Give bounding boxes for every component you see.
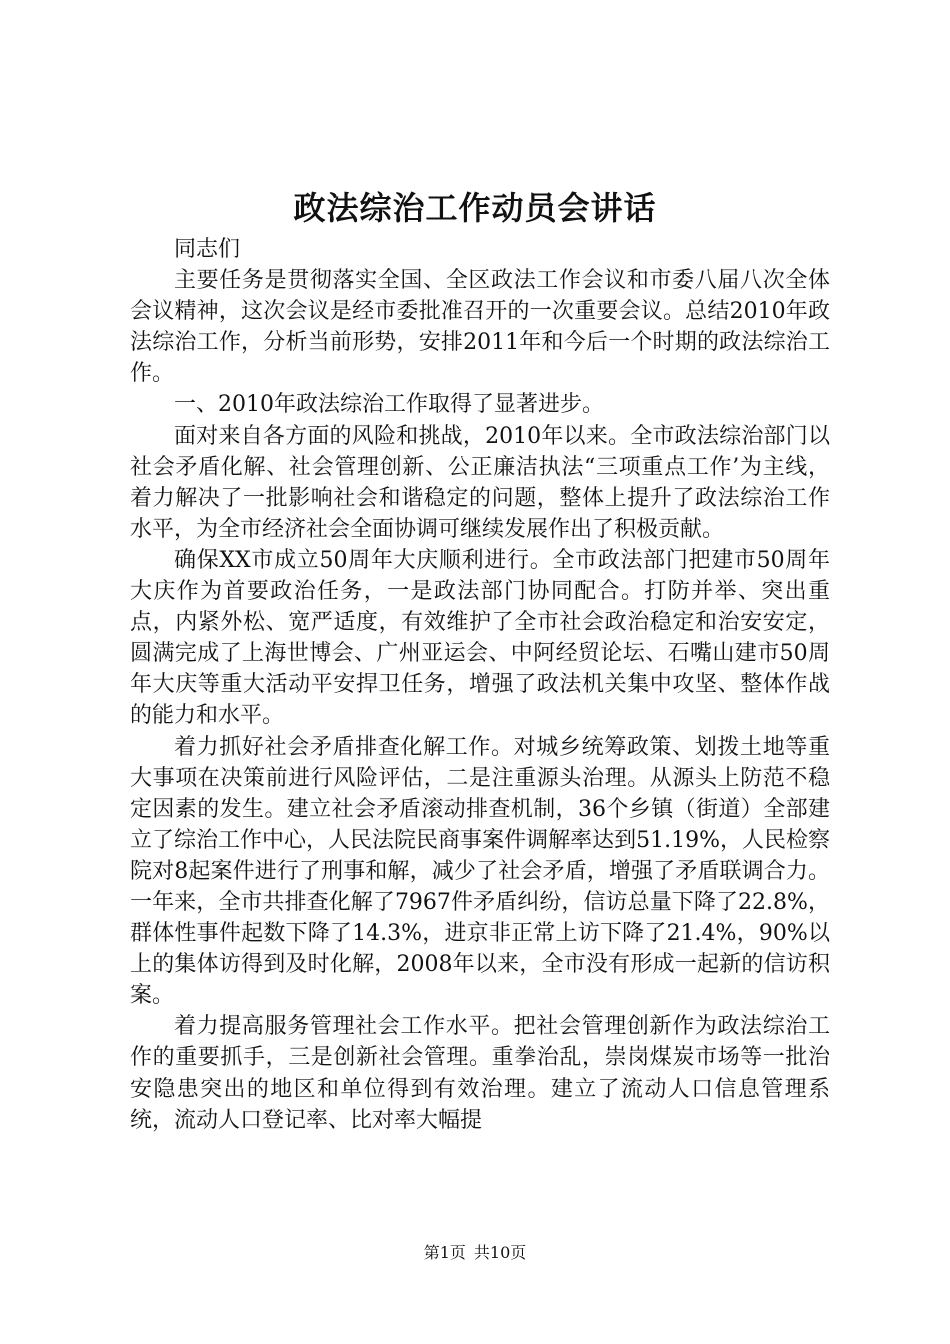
salutation-paragraph: 同志们 [174, 237, 241, 262]
body-paragraph: 着力抓好社会矛盾排查化解工作。对城乡统筹政策、划拨土地等重大事项在决策前进行风险评估，二是注重源头治理。从源头上防范不稳定因素的发生。建立社会矛盾滚动排查机制，36个乡镇（街道）全部建立了综治工作中心，人民法院民商事案件调解率达到51.19%，人民检察院对8起案件进行了刑事和解，减少了社会矛盾，增强了矛盾联调合力。一年来，全市共排查化解了7967件矛盾纠纷，信访总量下降了22.8%，群体性事件起数下降了14.3%，进京非正常上访下降了21.4%，90%以上的集体访得到及时化解，2008年以来，全市没有形成一起新的信访积案。 [130, 734, 830, 1009]
body-paragraph: 确保XX市成立50周年大庆顺利进行。全市政法部门把建市50周年大庆作为首要政治任务，一是政法部门协同配合。打防并举、突出重点，内紧外松、宽严适度，有效维护了全市社会政治稳定和治安安定，圆满完成了上海世博会、广州亚运会、中阿经贸论坛、石嘴山建市50周年大庆等重大活动平安捍卫任务，增强了政法机关集中攻坚、整体作战的能力和水平。 [130, 547, 830, 729]
section-heading: 一、2010年政法综治工作取得了显著进步。 [174, 392, 604, 418]
body-paragraph: 面对来自各方面的风险和挑战，2010年以来。全市政法综治部门以社会矛盾化解、社会管理创新、公正廉洁执法“三项重点工作’为主线，着力解决了一批影响社会和谐稳定的问题，整体上提升了政法综治工作水平，为全市经济社会全面协调可继续发展作出了积极贡献。 [130, 423, 830, 542]
intro-paragraph: 主要任务是贯彻落实全国、全区政法工作会议和市委八届八次全体会议精神，这次会议是经市委批准召开的一次重要会议。总结2010年政法综治工作，分析当前形势，安排2011年和今后一个时期的政法综治工作。 [130, 268, 830, 387]
body-paragraph: 着力提高服务管理社会工作水平。把社会管理创新作为政法综治工作的重要抓手，三是创新社会管理。重拳治乱，崇岗煤炭市场等一批治安隐患突出的地区和单位得到有效治理。建立了流动人口信息管理系统，流动人口登记率、比对率大幅提 [130, 1014, 830, 1133]
page-number: 第1页 [423, 1243, 466, 1262]
page-footer [0, 1242, 950, 1264]
document-title: 政法综治工作动员会讲话 [293, 189, 657, 227]
document-body [130, 234, 830, 1136]
page-total: 共10页 [473, 1243, 527, 1262]
